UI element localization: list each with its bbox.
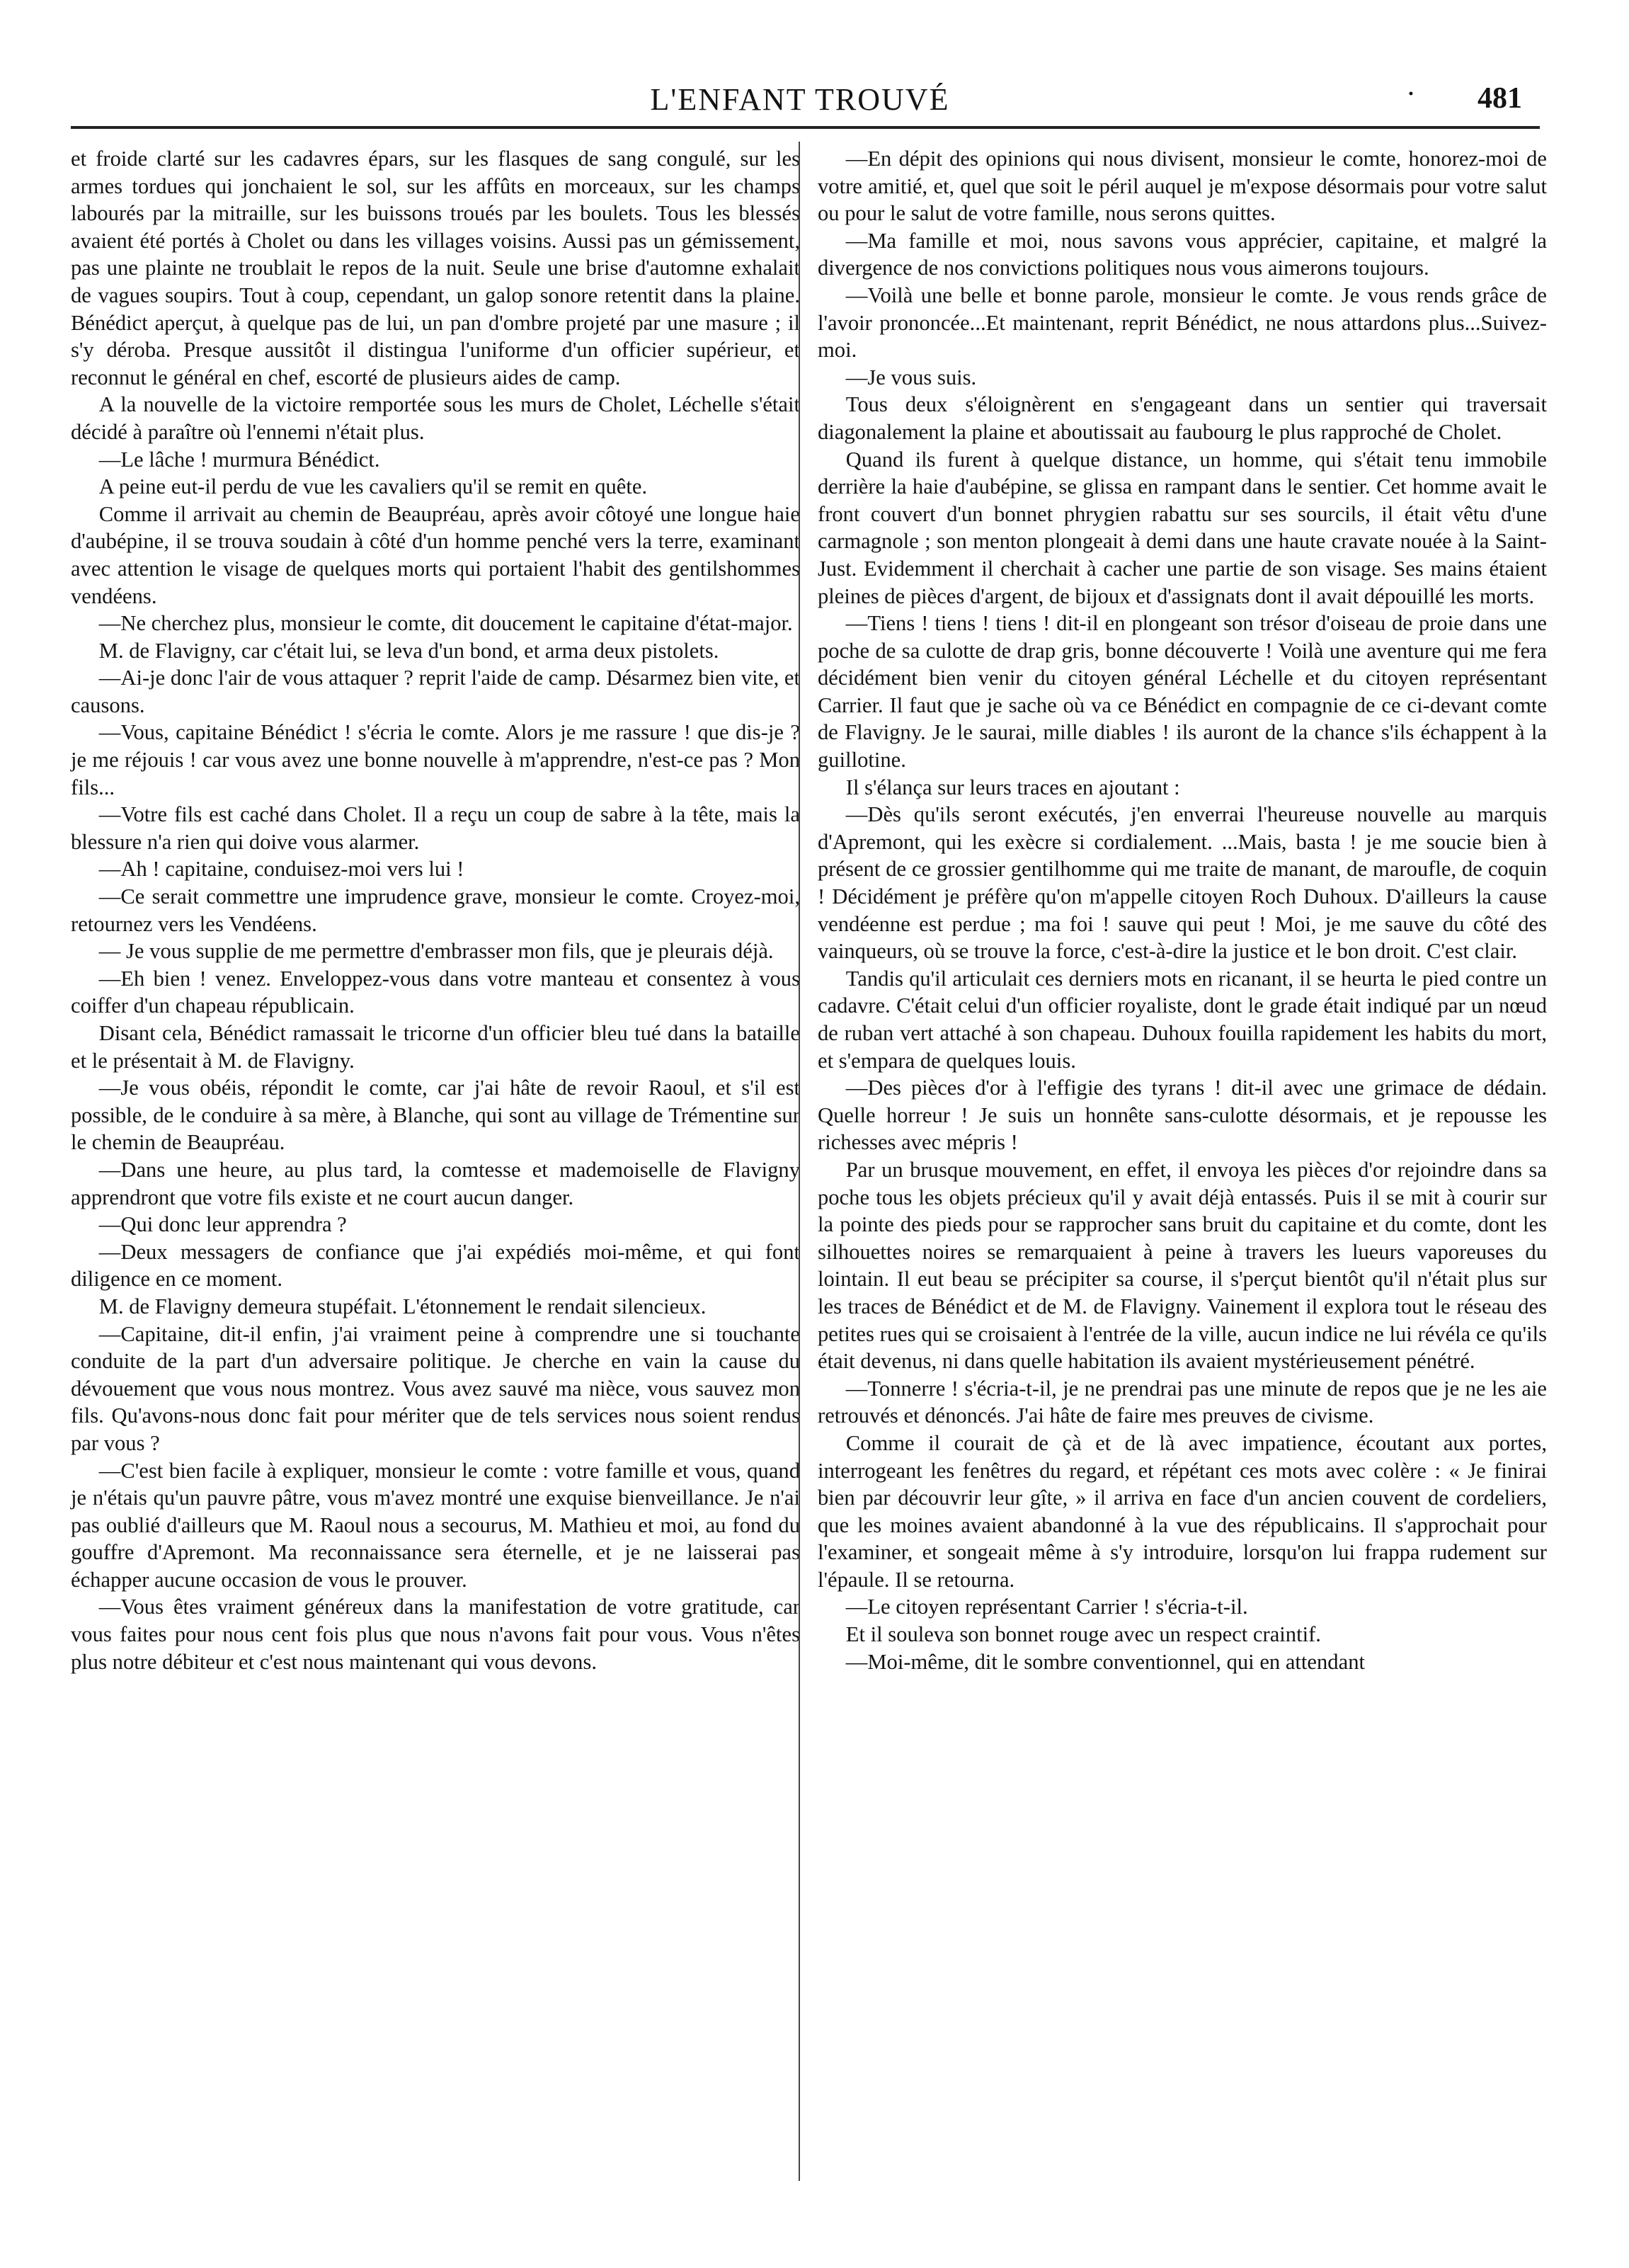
paragraph: —Je vous suis. (845, 365, 977, 389)
page-number: 481 (1477, 82, 1522, 115)
paragraph: M. de Flavigny, car c'était lui, se leva d'un bond, et arma deux pistolets. (98, 638, 719, 663)
paragraph: Comme il courait de çà et de là avec impatience, écoutant aux portes, interrogeant les fenêtres du regard, et répétant ces mots avec colère : « Je finirai bien par découvrir leur gîte, » il arriva en face d'un ancien couvent de cordeliers, que les moines avaient abandonné à la vue des républicains. Il s'approchait pour l'examiner, et songeait même à s'y introduire, lorsqu'on lui frappa rudement sur l'épaule. Il se retourna. (818, 1430, 1547, 1592)
paragraph: M. de Flavigny demeura stupéfait. L'étonnement le rendait silencieux. (98, 1294, 707, 1318)
paragraph: —Voilà une belle et bonne parole, monsieur le comte. Je vous rends grâce de l'avoir prononcée...Et maintenant, reprit Bénédict, ne nous attardons plus...Suivez-moi. (818, 283, 1547, 363)
paragraph: —Dès qu'ils seront exécutés, j'en enverrai l'heureuse nouvelle au marquis d'Apremont, qui les exècre si cordialement. ...Mais, basta ! je me soucie bien à présent de ce grossier gentilhomme qui me traite de manant, de maroufle, de coquin ! Décidément je préfère qu'on m'appelle citoyen Roch Duhoux. D'ailleurs la cause vendéenne est perdue ; ma foi ! sauve qui peut ! Moi, je me sauve du côté des vainqueurs, où se trouve la force, c'est-à-dire la justice et le bon droit. C'est clair. (818, 802, 1547, 964)
paragraph: — Je vous supplie de me permettre d'embrasser mon fils, que je pleurais déjà. (98, 939, 774, 964)
paragraph: —C'est bien facile à expliquer, monsieur le comte : votre famille et vous, quand je n'étais qu'un pauvre pâtre, vous m'avez montré une exquise bienveillance. Je n'ai pas oublié d'ailleurs que M. Raoul nous a secourus, M. Mathieu et moi, au fond du gouffre d'Apremont. Ma reconnaissance sera éternelle, et je ne laisserai pas échapper aucune occasion de vous le prouver. (71, 1458, 800, 1592)
paragraph: —Vous êtes vraiment généreux dans la manifestation de votre gratitude, car vous faites pour nous cent fois plus que nous n'avons fait pour vous. Vous n'êtes plus notre débiteur et c'est nous maintenant qui vous devons. (71, 1595, 800, 1674)
paragraph: —Eh bien ! venez. Enveloppez-vous dans votre manteau et consentez à vous coiffer d'un chapeau républicain. (71, 966, 800, 1018)
paragraph: A peine eut-il perdu de vue les cavaliers qu'il se remit en quête. (98, 474, 648, 499)
column-divider (799, 142, 800, 2181)
paragraph: —Le citoyen représentant Carrier ! s'écria-t-il. (845, 1595, 1248, 1619)
paragraph: —Deux messagers de confiance que j'ai expédiés moi-même, et qui font diligence en ce moment. (71, 1239, 800, 1292)
paragraph: —Ce serait commettre une imprudence grave, monsieur le comte. Croyez-moi, retournez vers les Vendéens. (71, 884, 800, 936)
paragraph: —Qui donc leur apprendra ? (98, 1212, 347, 1237)
running-title: L'ENFANT TROUVÉ (650, 82, 950, 117)
left-column (71, 145, 800, 1675)
paragraph: Tous deux s'éloignèrent en s'engageant dans un sentier qui traversait diagonalement la plaine et aboutissait au faubourg le plus rapproché de Cholet. (818, 392, 1547, 444)
paragraph: —Je vous obéis, répondit le comte, car j'ai hâte de revoir Raoul, et s'il est possible, de le conduire à sa mère, à Blanche, qui sont au village de Trémentine sur le chemin de Beaupréau. (71, 1076, 800, 1155)
paragraph: —Capitaine, dit-il enfin, j'ai vraiment peine à comprendre une si touchante conduite de la part d'un adversaire politique. Je cherche en vain la cause du dévouement que vous nous montrez. Vous avez sauvé ma nièce, vous sauvez mon fils. Qu'avons-nous donc fait pour mériter que de tels services nous soient rendus par vous ? (71, 1321, 800, 1455)
paragraph: —Tonnerre ! s'écria-t-il, je ne prendrai pas une minute de repos que je ne les aie retrouvés et dénoncés. J'ai hâte de faire mes preuves de civisme. (818, 1376, 1547, 1428)
paragraph: —Dans une heure, au plus tard, la comtesse et mademoiselle de Flavigny apprendront que votre fils existe et ne court aucun danger. (71, 1157, 800, 1209)
paragraph: —Vous, capitaine Bénédict ! s'écria le comte. Alors je me rassure ! que dis-je ? je me réjouis ! car vous avez une bonne nouvelle à m'apprendre, n'est-ce pas ? Mon fils... (71, 720, 800, 799)
paragraph: Par un brusque mouvement, en effet, il envoya les pièces d'or rejoindre dans sa poche tous les objets précieux qu'il y avait déjà entassés. Puis il se mit à courir sur la pointe des pieds pour se rapprocher sans bruit du capitaine et du comte, dont les silhouettes noires se remarquaient à peine à travers les lueurs vaporeuses du lointain. Il eut beau se précipiter sa course, il s'perçut bientôt qu'il n'était plus sur les traces de Bénédict et de M. de Flavigny. Vainement il explora tout le réseau des petites rues qui se croisaient à l'entrée de la ville, aucun indice ne lui révéla ce qu'ils était devenus, ni dans quelle habitation ils avaient mystérieusement pénétré. (818, 1157, 1547, 1374)
paragraph: Tandis qu'il articulait ces derniers mots en ricanant, il se heurta le pied contre un cadavre. C'était celui d'un officier royaliste, dont le grade était indiqué par un nœud de ruban vert attaché à son chapeau. Duhoux fouilla rapidement les habits du mort, et s'empara de quelques louis. (818, 966, 1547, 1073)
paragraph: —Moi-même, dit le sombre conventionnel, qui en attendant (845, 1649, 1365, 1674)
paragraph: Quand ils furent à quelque distance, un homme, qui s'était tenu immobile derrière la haie d'aubépine, se glissa en rampant dans le sentier. Cet homme avait le front couvert d'un bonnet phrygien rabattu sur ses sourcils, il était vêtu d'une carmagnole ; son menton plongeait à demi dans une haute cravate nouée à la Saint-Just. Evidemment il cherchait à cacher une partie de son visage. Ses mains étaient pleines de pièces d'argent, de bijoux et d'assignats dont il avait dépouillé les morts. (818, 447, 1547, 608)
paragraph: —Ai-je donc l'air de vous attaquer ? reprit l'aide de camp. Désarmez bien vite, et causons. (71, 666, 800, 717)
paragraph: —En dépit des opinions qui nous divisent, monsieur le comte, honorez-moi de votre amitié, et, quel que soit le péril auquel je m'expose désormais pour votre salut ou pour le salut de votre famille, nous serons quittes. (818, 147, 1547, 226)
header-rule (71, 126, 1540, 129)
paragraph: Et il souleva son bonnet rouge avec un respect craintif. (845, 1622, 1321, 1647)
paragraph: Il s'élança sur leurs traces en ajoutant : (845, 775, 1180, 799)
paragraph: —Ma famille et moi, nous savons vous apprécier, capitaine, et malgré la divergence de nos convictions politiques nous vous aimerons toujours. (818, 228, 1547, 280)
paragraph: Comme il arrivait au chemin de Beaupréau, après avoir côtoyé une longue haie d'aubépine, il se trouva soudain à côté d'un homme penché vers la terre, examinant avec attention le visage de quelques morts qui portaient l'habit des gentilshommes vendéens. (71, 501, 800, 608)
paragraph: —Tiens ! tiens ! tiens ! dit-il en plongeant son trésor d'oiseau de proie dans une poche de sa culotte de drap gris, bonne découverte ! Voilà une aventure qui me fera décidément bien venir du citoyen général Léchelle et du citoyen représentant Carrier. Il faut que je sache où va ce Bénédict en compagnie de ce ci-devant comte de Flavigny. Je le saurai, mille diables ! ils auront de la chance s'ils échappent à la guillotine. (818, 611, 1547, 773)
header-dot: · (1406, 78, 1416, 110)
paragraph: —Des pièces d'or à l'effigie des tyrans ! dit-il avec une grimace de dédain. Quelle horreur ! Je suis un honnête sans-culotte désormais, et je repousse les richesses avec mépris ! (818, 1076, 1547, 1155)
paragraph: —Le lâche ! murmura Bénédict. (98, 447, 380, 472)
paragraph: A la nouvelle de la victoire remportée sous les murs de Cholet, Léchelle s'était décidé à paraître où l'ennemi n'était plus. (71, 392, 800, 444)
paragraph: —Votre fils est caché dans Cholet. Il a reçu un coup de sabre à la tête, mais la blessure n'a rien qui doive vous alarmer. (71, 802, 800, 854)
paragraph: —Ne cherchez plus, monsieur le comte, dit doucement le capitaine d'état-major. (98, 611, 793, 636)
running-header (71, 78, 1529, 131)
paragraph: Disant cela, Bénédict ramassait le tricorne d'un officier bleu tué dans la bataille et le présentait à M. de Flavigny. (71, 1021, 800, 1073)
paragraph: et froide clarté sur les cadavres épars, sur les flasques de sang congulé, sur les armes tordues qui jonchaient le sol, sur les affûts en morceaux, sur les champs labourés par la mitraille, sur les buissons troués par les boulets. Tous les blessés avaient été portés à Cholet ou dans les villages voisins. Aussi pas un gémissement, pas une plainte ne troublait le repos de la nuit. Seule une brise d'automne exhalait de vagues soupirs. Tout à coup, cependant, un galop sonore retentit dans la plaine. Bénédict aperçut, à quelque pas de lui, un pan d'ombre projeté par une masure ; il s'y déroba. Presque aussitôt il distingua l'uniforme d'un officier supérieur, et reconnut le général en chef, escorté de plusieurs aides de camp. (71, 147, 800, 389)
paragraph: —Ah ! capitaine, conduisez-moi vers lui ! (98, 857, 464, 882)
right-column (818, 145, 1547, 1675)
